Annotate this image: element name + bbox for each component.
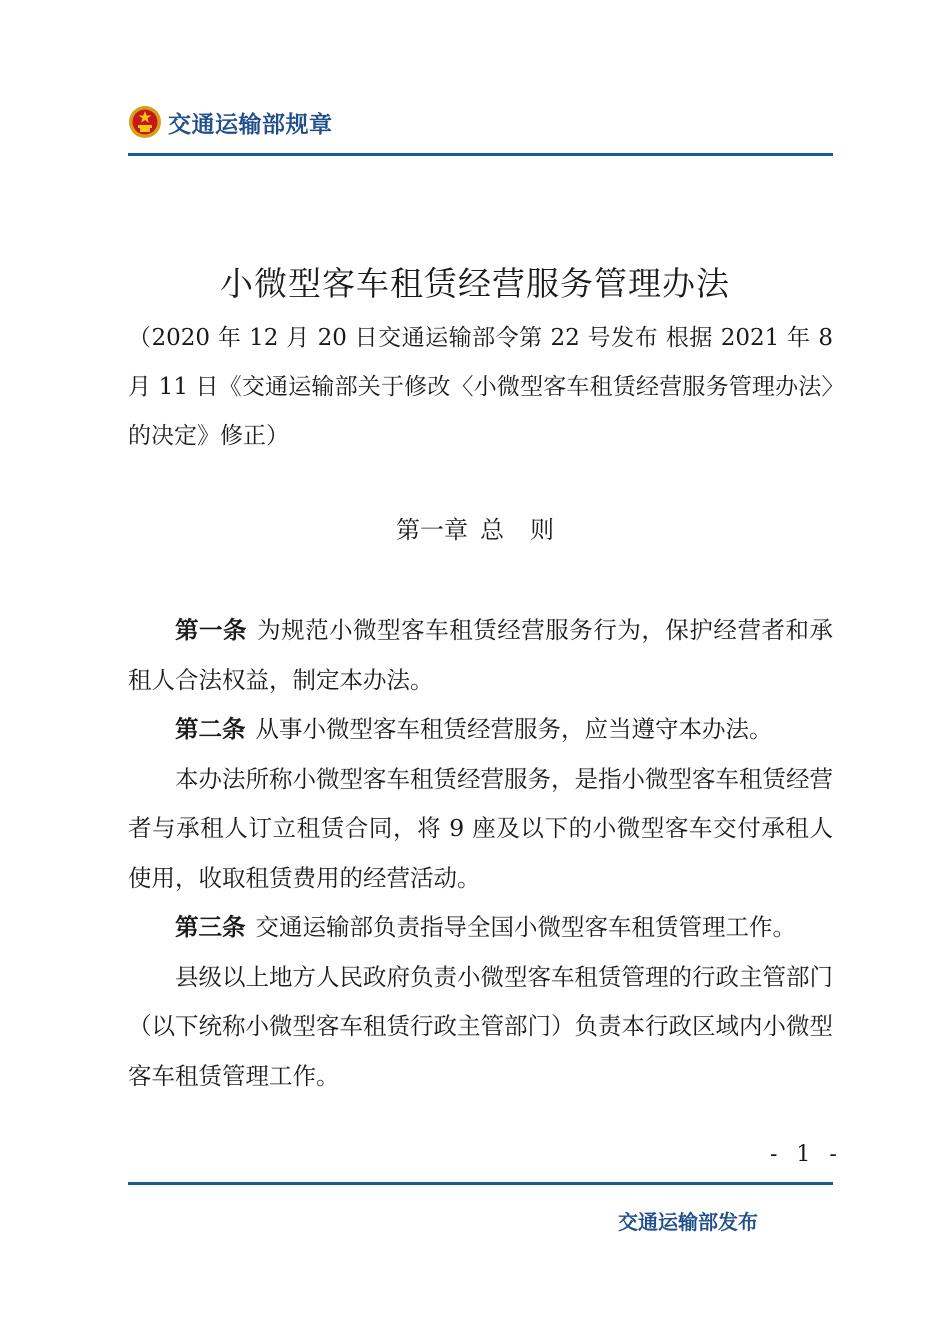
document-body — [128, 606, 833, 1101]
chapter-heading — [0, 510, 950, 545]
chapter-number: 第一章 — [396, 516, 468, 544]
article-text: 交通运输部负责指导全国小微型客车租赁管理工作。 — [255, 913, 796, 941]
article-label: 第一条 — [175, 616, 248, 644]
article-text: 县级以上地方人民政府负责小微型客车租赁管理的行政主管部门（以下统称小微型客车租赁行政主管部门）负责本行政区域内小微型客车租赁管理工作。 — [128, 962, 833, 1090]
article-label: 第二条 — [175, 715, 246, 743]
document-subtitle: （2020 年 12 月 20 日交通运输部令第 22 号发布 根据 2021 年 8 月 11 日《交通运输部关于修改〈小微型客车租赁经营服务管理办法〉的决定》修正） — [128, 325, 833, 449]
chapter-name-1: 总 — [480, 516, 504, 544]
page-number: - 1 - — [770, 1142, 843, 1167]
article-2-paragraph — [128, 755, 833, 904]
article-1 — [128, 606, 833, 705]
article-2 — [128, 705, 833, 755]
article-3-paragraph — [128, 953, 833, 1102]
document-header — [128, 102, 333, 142]
article-text: 本办法所称小微型客车租赁经营服务，是指小微型客车租赁经营者与承租人订立租赁合同，将 9 座及以下的小微型客车交付承租人使用，收取租赁费用的经营活动。 — [128, 764, 833, 892]
article-text: 从事小微型客车租赁经营服务，应当遵守本办法。 — [255, 715, 773, 743]
article-text: 为规范小微型客车租赁经营服务行为，保护经营者和承租人合法权益，制定本办法。 — [128, 616, 834, 694]
header-divider — [128, 153, 833, 156]
chapter-name-2: 则 — [530, 516, 554, 544]
footer-divider — [128, 1182, 833, 1185]
article-3 — [128, 903, 833, 953]
header-title: 交通运输部规章 — [168, 111, 333, 138]
article-label: 第三条 — [175, 913, 246, 941]
national-emblem-icon — [128, 105, 162, 139]
footer-publisher: 交通运输部发布 — [618, 1210, 758, 1234]
document-title: 小微型客车租赁经营服务管理办法 — [220, 264, 730, 303]
